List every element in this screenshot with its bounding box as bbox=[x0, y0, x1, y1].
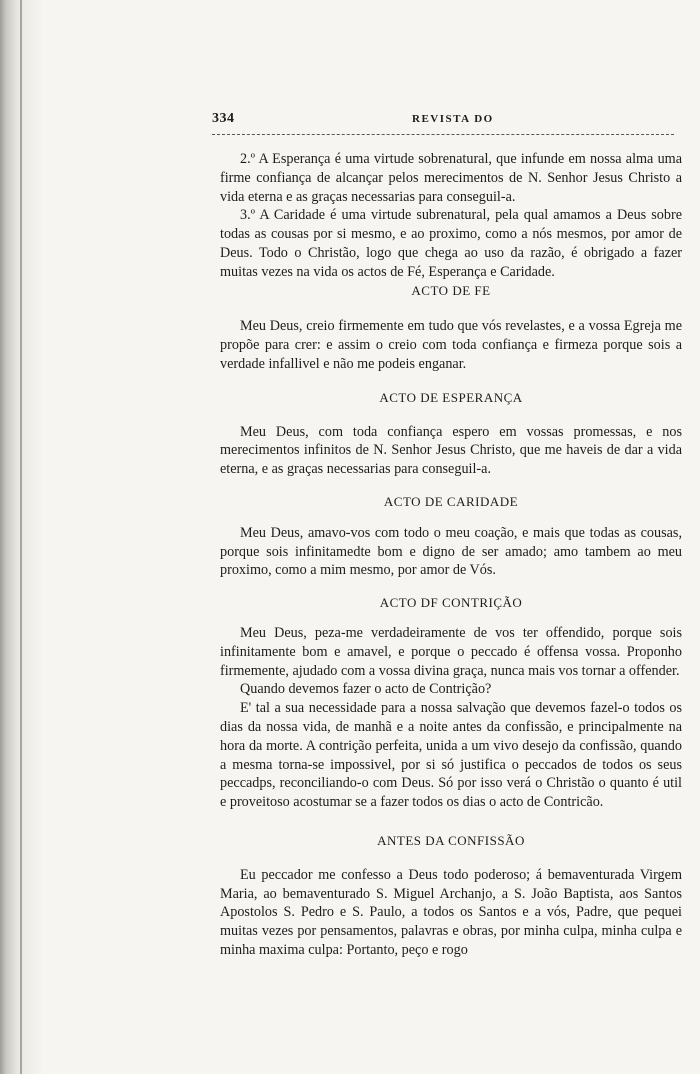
header-rule bbox=[212, 134, 674, 135]
paragraph-acto-de-esperanca: Meu Deus, com toda confiança espero em vossas promessas, e nos merecimentos infinitos de N. Senhor Jesus Christo, que me haveis de dar a vida eterna, e as graças necessarias para conseguil-a. bbox=[220, 423, 682, 478]
paragraph-acto-de-fe: Meu Deus, creio firmemente em tudo que vós revelastes, e a vossa Egreja me propõe para crer: e assim o creio com toda confiança e firmeza porque sois a verdade infallivel e não me podeis enganar. bbox=[220, 318, 682, 372]
heading-acto-de-fe: ACTO DE FE bbox=[411, 282, 491, 298]
paragraph-caridade: 3.º A Caridade é uma virtude subrenatural, pela qual amamos a Deus sobre todas as cousas por si mesmo, e ao proximo, como a nós mesmos, por amor de Deus. Todo o Christão, logo que chega ao uso da razão, é obrigado a fazer muitas vezes na vida os actos de Fé, Esperança e Caridade. bbox=[220, 207, 682, 280]
question-contricao: Quando devemos fazer o acto de Contrição? bbox=[240, 681, 492, 698]
answer-contricao: E' tal a sua necessidade para a nossa salvação que devemos fazel-o todos os dias da nossa vida, de manhã e a noite antes da confissão, e principalmente na hora da morte. A contrição perfeita, unida a um vivo desejo da confissão, quando a mesma torna-se impossivel, por si só justifica o peccados de todos os seus peccadps, reconciliando-o com Deus. Só por isso verá o Christão o quanto é util e proveitoso acostumar se a fazer todos os dias o acto de Contricão. bbox=[220, 700, 682, 811]
page-header bbox=[212, 111, 675, 131]
page-number: 334 bbox=[212, 111, 235, 126]
paragraph-acto-de-caridade: Meu Deus, amavo-vos com todo o meu coação, e mais que todas as cousas, porque sois infinitamedte bom e digno de ser amado; amo tambem ao meu proximo, como a mim mesmo, por amor de Vós. bbox=[220, 524, 682, 579]
binding-gutter bbox=[0, 0, 44, 1074]
paragraph-esperanca: 2.º A Esperança é uma virtude sobrenatural, que infunde em nossa alma uma firme confiança de alcançar pelos merecimentos de N. Senhor Jesus Christo a vida eterna e as graças necessarias para conseguil-a. bbox=[220, 151, 682, 205]
paragraph-confiteor: Eu peccador me confesso a Deus todo poderoso; á bemaventurada Virgem Maria, ao bemaventurado S. Miguel Archanjo, a S. João Baptista, aos Santos Apostolos S. Pedro e S. Paulo, a todos os Santos e a vós, Padre, que pequei muitas vezes por pensamentos, palavras e obras, por minha culpa, minha culpa e minha maxima culpa: Portanto, peço e rogo bbox=[220, 866, 682, 958]
heading-acto-de-contricao: ACTO DF CONTRIÇÃO bbox=[379, 595, 523, 611]
heading-acto-de-esperanca: ACTO DE ESPERANÇA bbox=[379, 389, 523, 405]
running-head: REVISTA DO bbox=[412, 113, 494, 125]
binding-edge-line bbox=[20, 0, 22, 1074]
heading-antes-da-confissao: ANTES DA CONFISSÃO bbox=[377, 832, 525, 848]
heading-acto-de-caridade: ACTO DE CARIDADE bbox=[383, 493, 519, 509]
paragraph-acto-de-contricao: Meu Deus, peza-me verdadeiramente de vos ter offendido, porque sois infinitamente bom e amavel, e porque o peccado é offensa vossa. Proponho firmemente, ajudado com a vossa divina graça, nunca mais vos tornar a offender. bbox=[220, 624, 682, 679]
page-body bbox=[220, 150, 682, 960]
